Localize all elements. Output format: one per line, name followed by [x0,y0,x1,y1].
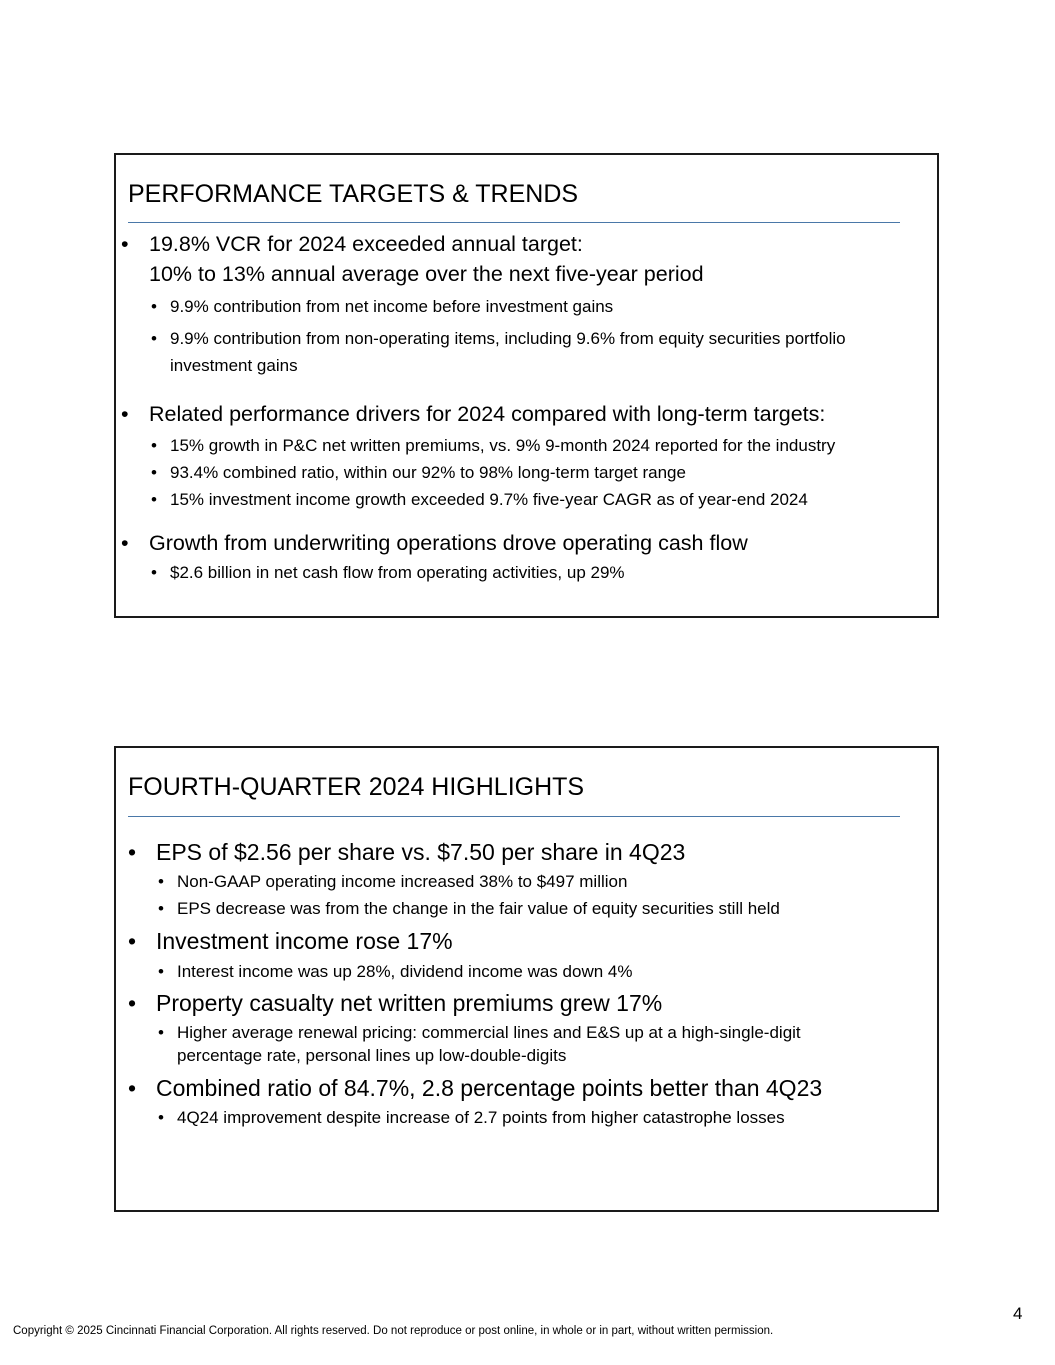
sub-bullet-text: percentage rate, personal lines up low-double-digits [177,1046,567,1065]
sub-bullet-text: Non-GAAP operating income increased 38% to $497 million [177,872,628,891]
bullet-text: Growth from underwriting operations drove operating cash flow [149,531,748,555]
sub-bullet-text: 9.9% contribution from non-operating items, including 9.6% from equity securities portfolio [170,329,846,348]
bullet-marker: • [128,990,137,1016]
slide-title: FOURTH-QUARTER 2024 HIGHLIGHTS [128,773,585,801]
slide-fourth-quarter-highlights [114,746,939,1212]
bullet-marker: • [151,463,157,482]
bullet-text: EPS of $2.56 per share vs. $7.50 per share in 4Q23 [156,839,686,865]
sub-bullet-text: 15% investment income growth exceeded 9.7% five-year CAGR as of year-end 2024 [170,490,808,509]
slide-title: PERFORMANCE TARGETS & TRENDS [128,180,579,208]
bullet-marker: • [151,563,157,582]
bullet-marker: • [158,872,164,891]
copyright-footer: Copyright © 2025 Cincinnati Financial Corporation. All rights reserved. Do not reproduce or post online, in whole or in part, without written permission. [13,1325,774,1337]
title-divider [128,816,900,817]
bullet-text: Property casualty net written premiums grew 17% [156,990,663,1016]
sub-bullet-text: $2.6 billion in net cash flow from operating activities, up 29% [170,563,625,582]
sub-bullet-text: 93.4% combined ratio, within our 92% to 98% long-term target range [170,463,686,482]
sub-bullet-text: 4Q24 improvement despite increase of 2.7 points from higher catastrophe losses [177,1108,785,1127]
page-number: 4 [1013,1304,1023,1323]
bullet-marker: • [121,402,129,426]
bullet-marker: • [128,1075,137,1101]
sub-bullet-text: 9.9% contribution from net income before investment gains [170,297,614,316]
bullet-marker: • [151,329,157,348]
bullet-marker: • [151,436,157,455]
sub-bullet-text: 15% growth in P&C net written premiums, vs. 9% 9-month 2024 reported for the industry [170,436,836,455]
bullet-marker: • [158,1023,164,1042]
bullet-marker: • [158,899,164,918]
bullet-text: Related performance drivers for 2024 compared with long-term targets: [149,402,826,426]
sub-bullet-text: investment gains [170,356,298,375]
bullet-text: 19.8% VCR for 2024 exceeded annual target: [149,232,583,256]
sub-bullet-text: Interest income was up 28%, dividend income was down 4% [177,962,633,981]
title-divider [128,222,900,223]
bullet-marker: • [151,490,157,509]
bullet-text: Investment income rose 17% [156,928,453,954]
bullet-text: 10% to 13% annual average over the next five-year period [149,262,704,286]
sub-bullet-text: EPS decrease was from the change in the fair value of equity securities still held [177,899,780,918]
bullet-marker: • [128,928,137,954]
sub-bullet-text: Higher average renewal pricing: commercial lines and E&S up at a high-single-digit [177,1023,801,1042]
slide-performance-targets [114,153,939,618]
bullet-marker: • [158,1108,164,1127]
bullet-text: Combined ratio of 84.7%, 2.8 percentage points better than 4Q23 [156,1075,823,1101]
bullet-marker: • [128,839,137,865]
bullet-marker: • [121,232,129,256]
bullet-marker: • [121,531,129,555]
bullet-marker: • [158,962,164,981]
bullet-marker: • [151,297,157,316]
